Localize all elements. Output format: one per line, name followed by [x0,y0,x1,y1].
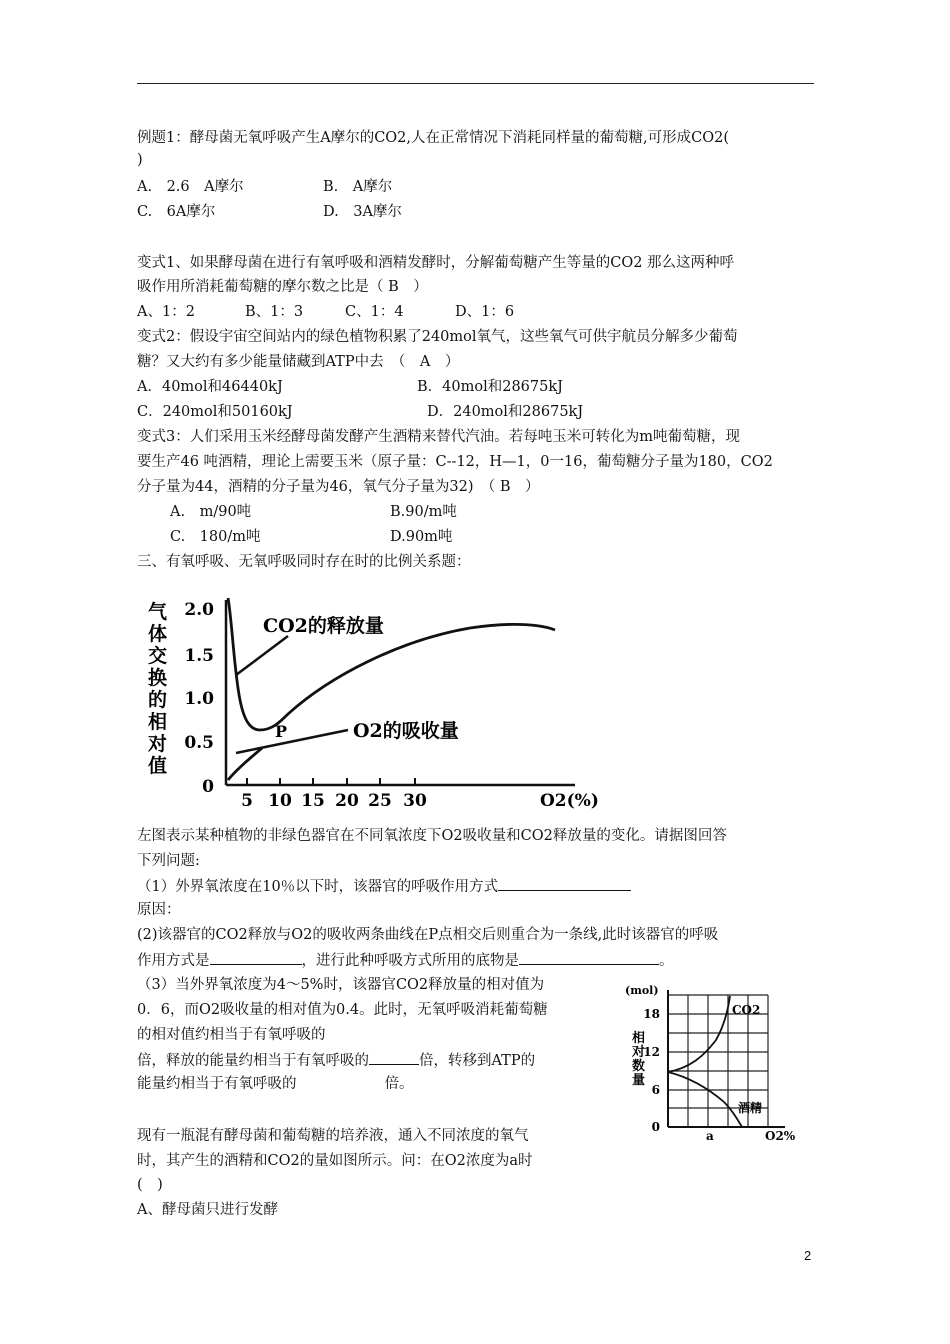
answer-blank[interactable] [498,876,631,891]
variant2-option-a: A．40mol和46440kJ [137,379,283,395]
chart2-ytick: 0 [651,1120,660,1134]
question-q3-line1: （3）当外界氧浓度为4～5%时，该器官CO2释放量的相对值为 [137,977,545,993]
variant2-line2: 糖？又大约有多少能量储藏到ATP中去 （ A ） [137,354,460,370]
answer-blank[interactable] [519,950,659,965]
variant2-option-c: C．240mol和50160kJ [137,404,293,420]
chart2-xlabel: O2% [765,1129,796,1143]
section3-title: 三、有氧呼吸、无氧呼吸同时存在时的比例关系题： [137,554,471,570]
question-q1-reason: 原因： [137,902,181,918]
answer-blank[interactable] [210,950,302,965]
gas-exchange-chart [140,590,610,815]
question-q1: （1）外界氧浓度在10％以下时，该器官的呼吸作用方式 [137,876,631,897]
variant2-option-b: B．40mol和28675kJ [417,379,563,395]
chart1-ytick: 0.5 [184,733,214,753]
yeast-line1: 现有一瓶混有酵母菌和葡萄糖的培养液，通入不同浓度的氧气 [137,1128,529,1144]
chart1-ytick: 0 [202,777,214,797]
chart1-point-p: P [275,722,288,741]
question-q2-line1: (2)该器官的CO2释放与O2的吸收两条曲线在P点相交后则重合为一条线,此时该器官的呼吸 [137,927,719,943]
example1-stem-cont: ) [137,152,143,168]
example1-stem: 例题1：酵母菌无氧呼吸产生A摩尔的CO2,人在正常情况下消耗同样量的葡萄糖,可形成CO2( [137,130,729,146]
chart1-xtick: 10 [268,791,292,811]
variant3-option-d: D.90m吨 [390,529,453,545]
example1-option-c: C. 6A摩尔 [137,204,216,220]
chart1-ylabel-char: 值 [148,755,168,777]
chart1-ylabel-char: 对 [148,733,168,755]
chart1-co2-label: CO2的释放量 [263,615,384,637]
chart1-ylabel-char: 体 [148,623,168,645]
question-q2-line2: 作用方式是 ，进行此种呼吸方式所用的底物是 。 [137,950,674,971]
chart1-ytick: 1.0 [184,689,214,709]
variant3-option-b: B.90/m吨 [390,504,457,520]
example1-option-a: A. 2.6 A摩尔 [137,179,244,195]
chart1-o2-label: O2的吸收量 [353,720,459,742]
chart1-xtick: 30 [403,791,427,811]
chart2-co2-label: CO2 [732,1003,761,1017]
example1-option-b: B. A摩尔 [323,179,393,195]
chart1-ytick: 2.0 [184,600,214,620]
chart2-xtick-a: a [706,1129,714,1143]
question-q3-line2: 0．6，而O2吸收量的相对值为0.4。此时，无氧呼吸消耗葡萄糖 [137,1002,548,1018]
chart1-xtick: 25 [368,791,392,811]
variant3-line2: 要生产46 吨酒精，理论上需要玉米（原子量：C--12，H—1，0一16，葡萄糖分子量为180，CO2 [137,454,773,470]
chart2-ylabel-char: 量 [632,1073,646,1088]
chart1-xtick: 15 [301,791,325,811]
chart2-ylabel-char: 相 [632,1031,646,1046]
variant3-option-a: A. m/90吨 [170,504,252,520]
chart2-ytick: 6 [651,1083,660,1097]
yeast-line2: 时，其产生的酒精和CO2的量如图所示。问：在O2浓度为a时 [137,1153,533,1169]
chart1-o2-leader [236,730,348,753]
chart1-co2-leader [236,636,288,675]
question-q3-line5: 能量约相当于有氧呼吸的 倍。 [137,1076,414,1092]
chart2-ylabel-char: 数 [632,1059,646,1074]
question-intro1: 左图表示某种植物的非绿色器官在不同氧浓度下O2吸收量和CO2释放量的变化。请据图回答 [137,828,727,844]
chart1-ylabel-char: 气 [148,601,168,623]
question-q3-line4: 倍，释放的能量约相当于有氧呼吸的 倍，转移到ATP的 [137,1050,535,1071]
chart1-ytick: 1.5 [184,646,214,666]
chart1-xtick: 5 [241,791,253,811]
yeast-chart [620,980,800,1145]
variant3-option-c: C. 180/m吨 [170,529,261,545]
variant3-line1: 变式3：人们采用玉米经酵母菌发酵产生酒精来替代汽油。若每吨玉米可转化为m吨葡萄糖，现 [137,429,740,445]
variant2-option-d: D．240mol和28675kJ [427,404,584,420]
chart2-alcohol-label: 酒精 [738,1101,763,1115]
yeast-line3: ( ) [137,1177,163,1193]
variant1-option-a: A、1：2 [137,304,195,320]
chart2-ytick: 12 [643,1045,660,1059]
variant2-line1: 变式2：假设宇宙空间站内的绿色植物积累了240mol氧气，这些氧气可供宇航员分解多少葡萄 [137,329,738,345]
variant1-option-c: C、1：4 [345,304,404,320]
variant1-line2: 吸作用所消耗葡萄糖的摩尔数之比是（ B ） [137,279,428,295]
chart2-alcohol-curve [668,1072,742,1127]
variant3-line3: 分子量为44，酒精的分子量为46，氧气分子量为32) （ B ） [137,479,540,495]
variant1-option-d: D、1：6 [455,304,515,320]
chart1-ylabel-char: 相 [148,711,168,733]
yeast-option-a: A、酵母菌只进行发酵 [137,1202,278,1218]
chart1-xlabel: O2(%) [540,791,599,811]
chart1-ylabel-char: 的 [148,689,168,711]
chart2-unit: (mol) [625,984,659,997]
chart2-co2-curve [668,996,730,1072]
question-q3-line3: 的相对值约相当于有氧呼吸的 [137,1027,326,1043]
variant1-option-b: B、1：3 [245,304,304,320]
chart1-ylabel-char: 交 [148,645,168,667]
chart2-ylabel-char: 对 [632,1045,646,1060]
variant1-line1: 变式1、如果酵母菌在进行有氧呼吸和酒精发酵时，分解葡萄糖产生等量的CO2 那么这两种呼 [137,255,735,271]
chart1-xtick: 20 [335,791,359,811]
chart2-ytick: 18 [643,1007,660,1021]
answer-blank[interactable] [369,1050,419,1065]
page-number: 2 [804,1248,812,1263]
chart1-ylabel [148,600,168,777]
example1-option-d: D. 3A摩尔 [323,204,402,220]
header-rule [137,83,814,84]
chart1-ylabel-char: 换 [148,667,168,689]
question-intro2: 下列问题: [137,853,200,869]
chart1-o2-curve [228,748,262,780]
